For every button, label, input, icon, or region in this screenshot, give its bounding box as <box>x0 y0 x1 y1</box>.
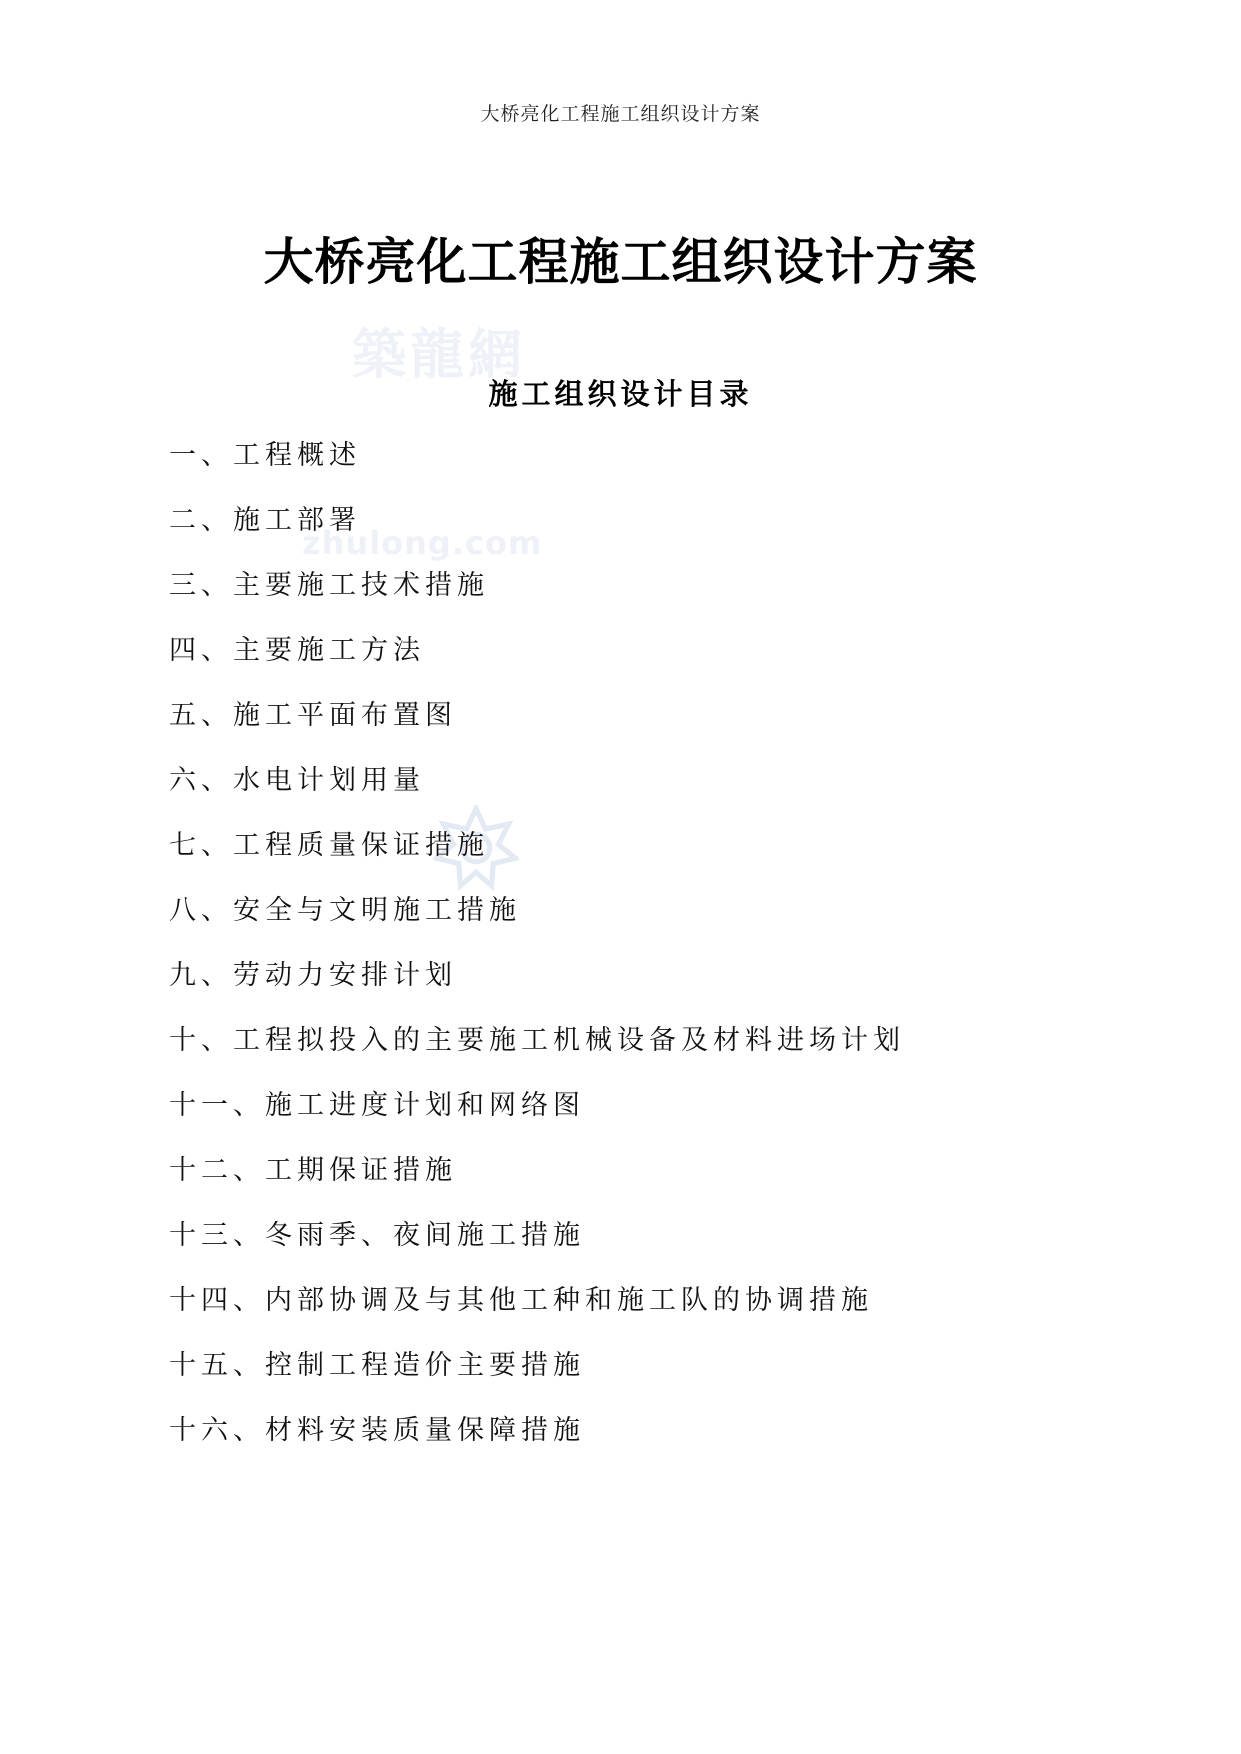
toc-item: 十六、材料安装质量保障措施 <box>169 1415 585 1446</box>
toc-item: 十二、工期保证措施 <box>169 1155 457 1186</box>
toc-item: 二、施工部署 <box>169 505 361 536</box>
toc-item: 六、水电计划用量 <box>169 765 425 796</box>
toc-item: 十四、内部协调及与其他工种和施工队的协调措施 <box>169 1285 873 1316</box>
watermark-text: 築龍網 <box>352 322 526 386</box>
toc-item: 八、安全与文明施工措施 <box>169 895 521 926</box>
toc-item: 十三、冬雨季、夜间施工措施 <box>169 1220 585 1251</box>
toc-item: 十、工程拟投入的主要施工机械设备及材料进场计划 <box>169 1025 905 1056</box>
toc-item: 九、劳动力安排计划 <box>169 960 457 991</box>
toc-heading: 施工组织设计目录 <box>488 377 753 411</box>
toc-item: 四、主要施工方法 <box>169 635 425 666</box>
toc-item: 十一、施工进度计划和网络图 <box>169 1090 585 1121</box>
toc-item: 七、工程质量保证措施 <box>169 830 489 861</box>
toc-item: 一、工程概述 <box>169 440 361 471</box>
toc-item: 五、施工平面布置图 <box>169 700 457 731</box>
watermark-url: zhulong.com <box>302 524 543 562</box>
table-of-contents <box>169 436 905 1476</box>
document-title: 大桥亮化工程施工组织设计方案 <box>263 232 978 291</box>
running-header: 大桥亮化工程施工组织设计方案 <box>480 103 761 125</box>
toc-item: 十五、控制工程造价主要措施 <box>169 1350 585 1381</box>
toc-item: 三、主要施工技术措施 <box>169 570 489 601</box>
